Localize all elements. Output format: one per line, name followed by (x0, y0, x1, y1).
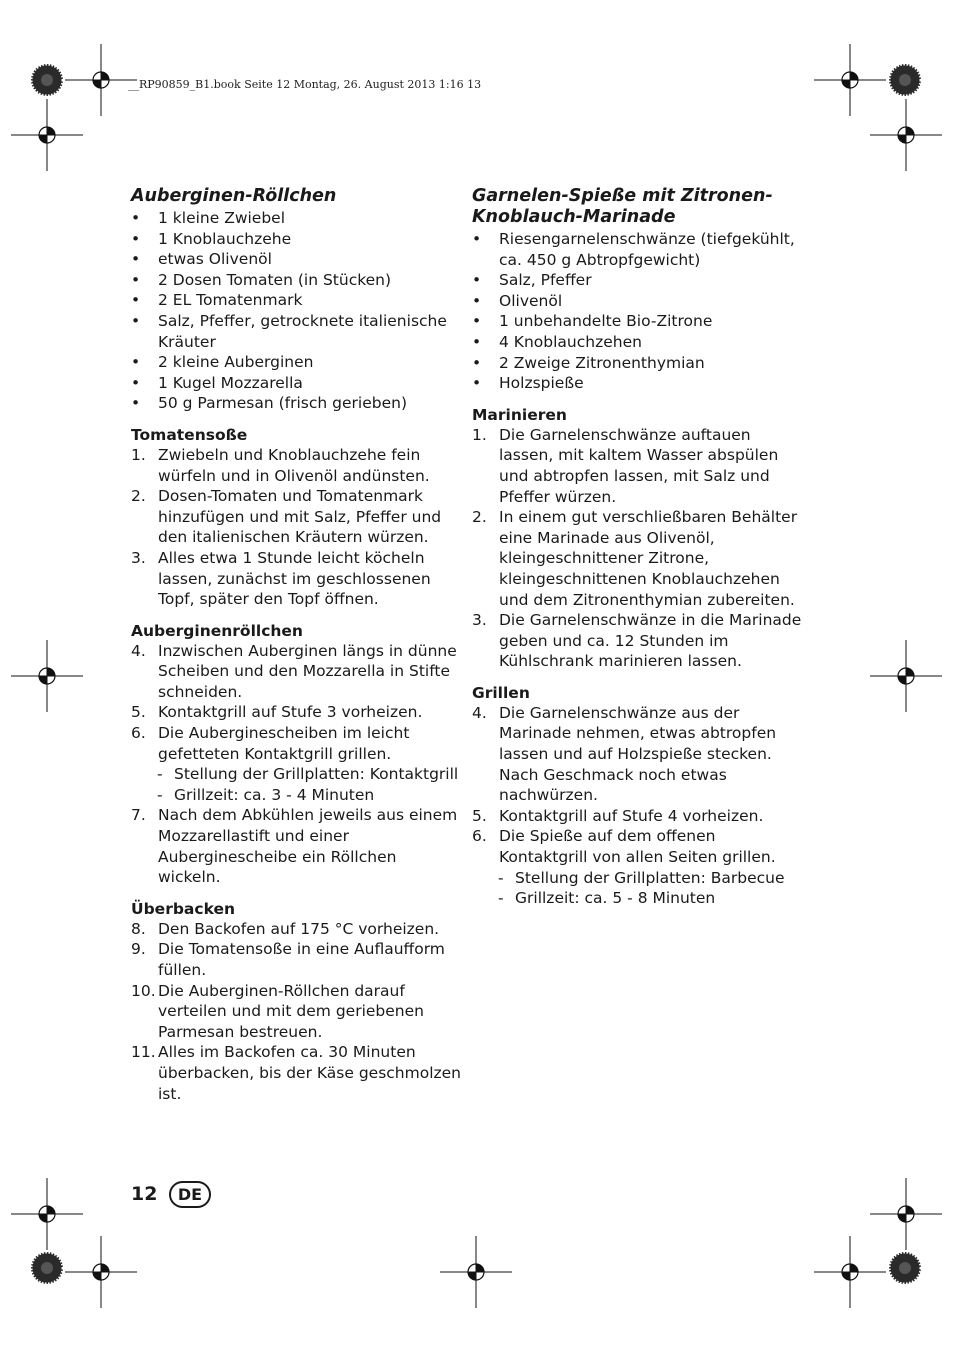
list-item: • etwas Olivenöl (131, 250, 272, 269)
list-item: • 2 EL Tomatenmark (131, 291, 303, 310)
list-item: • 2 Zweige Zitronenthymian (472, 353, 705, 372)
list-item: • 1 unbehandelte Bio-Zitrone (472, 312, 713, 331)
step-item: 1. Die Garnelenschwänze auftauen lassen, mit kaltem Wasser abspülen und abtropfen lassen, mit Salz und Pfeffer würzen. (472, 425, 779, 506)
bullet-icon: • (131, 394, 141, 413)
step-item: 4. Inzwischen Auberginen längs in dünne Scheiben und den Mozzarella in Stifte schneiden. (131, 641, 457, 701)
bullet-icon: • (131, 229, 141, 248)
sub-step-item: - Grillzeit: ca. 5 - 8 Minuten (498, 889, 716, 908)
page-number: 12 (131, 1183, 158, 1205)
step-list (131, 445, 461, 610)
bullet-icon: • (131, 311, 141, 330)
step-item: 3. Alles etwa 1 Stunde leicht köcheln lassen, zunächst im geschlossenen Topf, später den Topf öffnen. (131, 548, 431, 609)
step-item: 6. Die Auberginescheiben im leicht gefetteten Kontaktgrill grillen. (131, 724, 410, 763)
bullet-icon: • (472, 291, 482, 310)
list-item: • Holzspieße (472, 374, 584, 393)
step-list (131, 641, 461, 888)
list-item: • 2 Dosen Tomaten (in Stücken) (131, 270, 392, 289)
step-item: 8. Den Backofen auf 175 °C vorheizen. (131, 919, 440, 938)
step-item: 3. Die Garnelenschwänze in die Marinade geben und ca. 12 Stunden im Kühlschrank marinieren lassen. (472, 611, 802, 671)
ingredient-list (472, 229, 802, 394)
list-item: • 1 Kugel Mozzarella (131, 373, 303, 392)
step-item: 9. Die Tomatensoße in eine Auflaufform füllen. (131, 940, 445, 979)
step-item: 10. Die Auberginen-Röllchen darauf verteilen und mit dem geriebenen Parmesan bestreuen. (131, 981, 424, 1041)
section-heading: Marinieren (472, 405, 567, 424)
sub-step-item: - Stellung der Grillplatten: Barbecue (498, 868, 785, 887)
print-file-info: __RP90859_B1.book Seite 12 Montag, 26. August 2013 1:16 13 (128, 78, 482, 91)
step-item: 11. Alles im Backofen ca. 30 Minuten überbacken, bis der Käse geschmolzen ist. (131, 1043, 461, 1103)
bullet-icon: • (472, 271, 482, 290)
section-heading: Überbacken (131, 899, 236, 918)
language-badge: DE (169, 1181, 211, 1208)
recipe-garnelen-spiesse (472, 186, 802, 909)
bullet-icon: • (131, 373, 141, 392)
bullet-icon: • (131, 209, 141, 227)
step-item: 2. Dosen-Tomaten und Tomatenmark hinzufügen und mit Salz, Pfeffer und den italienischen Kräutern würzen. (131, 487, 442, 547)
step-list (131, 919, 461, 1104)
step-item: 6. Die Spieße auf dem offenen Kontaktgrill von allen Seiten grillen. (472, 827, 776, 867)
list-item: • Salz, Pfeffer, getrocknete italienische Kräuter (131, 311, 447, 351)
step-item: 4. Die Garnelenschwänze aus der Marinade nehmen, etwas abtropfen lassen und auf Holzspieße stecken. Nach Geschmack noch etwas nachwürzen. (472, 703, 777, 805)
list-item: • Olivenöl (472, 291, 563, 310)
list-item: • 4 Knoblauchzehen (472, 332, 642, 351)
list-item: • 1 Knoblauchzehe (131, 229, 292, 248)
section-heading: Auberginenröllchen (131, 621, 303, 640)
sub-step-item: - Grillzeit: ca. 3 - 4 Minuten (157, 785, 375, 804)
recipe-title: Auberginen-Röllchen (131, 186, 337, 206)
section-heading: Tomatensoße (131, 425, 248, 444)
bullet-icon: • (472, 332, 482, 351)
step-list (472, 703, 802, 909)
bullet-icon: • (472, 230, 482, 248)
bullet-icon: • (472, 374, 482, 393)
step-item: 1. Zwiebeln und Knoblauchzehe fein würfeln und in Olivenöl andünsten. (131, 445, 430, 485)
step-item: 7. Nach dem Abkühlen jeweils aus einem Mozzarellastift und einer Auberginescheibe ein Röllchen wickeln. (131, 806, 458, 887)
bullet-icon: • (472, 312, 482, 331)
list-item: • 1 kleine Zwiebel (131, 209, 286, 227)
list-item: • Riesengarnelenschwänze (tiefgekühlt, ca. 450 g Abtropfgewicht) (472, 230, 795, 269)
step-item: 5. Kontaktgrill auf Stufe 4 vorheizen. (472, 806, 764, 825)
bullet-icon: • (131, 250, 141, 269)
step-list (472, 425, 802, 672)
ingredient-list (131, 208, 461, 414)
bullet-icon: • (131, 270, 141, 289)
sub-step-item: - Stellung der Grillplatten: Kontaktgrill (157, 765, 459, 784)
step-item: 5. Kontaktgrill auf Stufe 3 vorheizen. (131, 703, 423, 722)
list-item: • Salz, Pfeffer (472, 271, 592, 290)
recipe-auberginen-rollchen (131, 186, 461, 1104)
bullet-icon: • (472, 353, 482, 372)
recipe-title: Garnelen-Spieße mit Zitronen-Knoblauch-Marinade (472, 186, 773, 227)
list-item: • 2 kleine Auberginen (131, 353, 314, 372)
bullet-icon: • (131, 291, 141, 310)
bullet-icon: • (131, 353, 141, 372)
step-item: 2. In einem gut verschließbaren Behälter eine Marinade aus Olivenöl, kleingeschnittener Zitrone, kleingeschnittenen Knoblauchzehen und dem Zitronenthymian zubereiten. (472, 508, 798, 609)
list-item: • 50 g Parmesan (frisch gerieben) (131, 394, 407, 413)
section-heading: Grillen (472, 683, 530, 702)
